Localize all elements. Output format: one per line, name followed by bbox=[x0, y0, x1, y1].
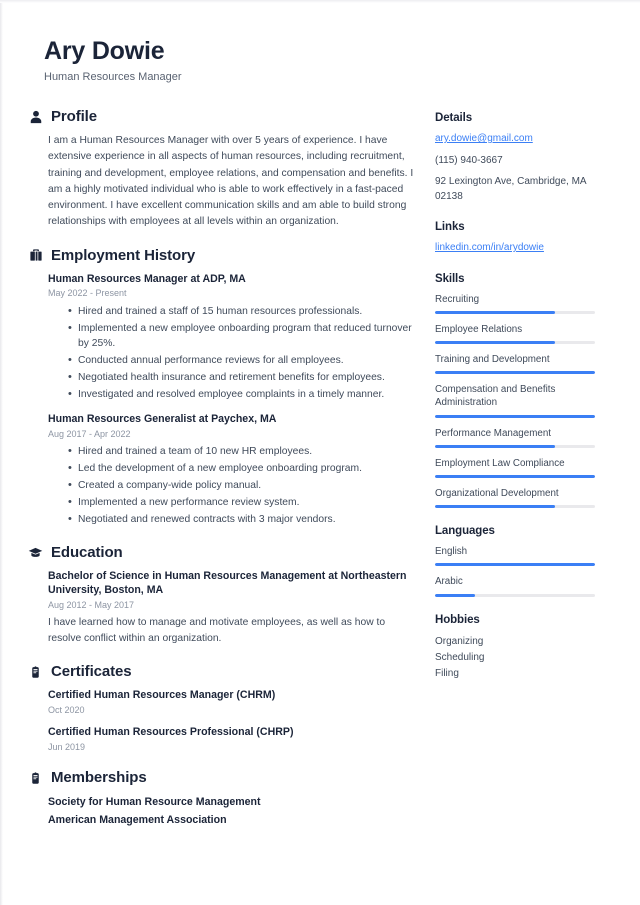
briefcase-icon bbox=[28, 248, 43, 263]
section-memberships-title: Memberships bbox=[51, 769, 147, 787]
membership-item: Society for Human Resource Management bbox=[48, 796, 261, 809]
skill-label: Compensation and Benefits Administration bbox=[435, 384, 556, 409]
skill-bar-fill bbox=[435, 445, 555, 448]
skill-bar-track bbox=[435, 311, 595, 314]
resume-header bbox=[44, 38, 464, 84]
section-profile bbox=[28, 108, 420, 231]
membership-item: American Management Association bbox=[48, 813, 227, 826]
language-bar-fill bbox=[435, 563, 595, 566]
section-profile-body bbox=[28, 133, 420, 231]
section-certificates-body bbox=[28, 688, 420, 753]
language-bar-track bbox=[435, 563, 595, 566]
user-icon bbox=[28, 109, 43, 124]
phone-text: (115) 940-3667 bbox=[435, 154, 503, 166]
skill-item bbox=[435, 353, 595, 374]
skill-label: Performance Management bbox=[435, 427, 551, 439]
skill-bar-track bbox=[435, 341, 595, 344]
employment-entry bbox=[48, 272, 420, 404]
skill-item bbox=[435, 383, 595, 417]
section-education-header bbox=[28, 544, 420, 561]
employment-entry-date: Aug 2017 - Apr 2022 bbox=[48, 428, 131, 439]
section-employment-header bbox=[28, 247, 420, 264]
bullet-item: • Negotiated health insurance and retirement benefits for employees. bbox=[68, 370, 420, 386]
section-profile-title: Profile bbox=[51, 108, 97, 125]
employment-entry-date: May 2022 - Present bbox=[48, 287, 127, 298]
section-education-body bbox=[28, 569, 420, 647]
skill-bar-fill bbox=[435, 311, 555, 314]
skill-bar-track bbox=[435, 505, 595, 508]
language-bar-fill bbox=[435, 594, 475, 597]
hobby-item: Filing bbox=[435, 668, 459, 680]
skill-item bbox=[435, 293, 595, 314]
bullet-item: • Implemented a new employee onboarding program that reduced turnover by 25%. bbox=[68, 321, 420, 353]
sidebar-details bbox=[435, 112, 595, 204]
sidebar-links-title: Links bbox=[435, 221, 465, 233]
section-certificates bbox=[28, 663, 420, 753]
skill-label: Training and Development bbox=[435, 353, 550, 365]
language-bar-track bbox=[435, 594, 595, 597]
linkedin-link[interactable]: linkedin.com/in/arydowie bbox=[435, 242, 544, 253]
page-left-edge bbox=[0, 0, 3, 905]
bullet-item: • Led the development of a new employee onboarding program. bbox=[68, 461, 420, 477]
section-memberships bbox=[28, 769, 420, 829]
skill-item bbox=[435, 487, 595, 508]
sidebar-languages-title: Languages bbox=[435, 525, 495, 538]
graduation-cap-icon bbox=[28, 545, 43, 560]
skill-bar-track bbox=[435, 475, 595, 478]
employment-entry-bullets bbox=[48, 444, 420, 528]
skill-label: Employee Relations bbox=[435, 323, 523, 335]
skill-item bbox=[435, 457, 595, 478]
skill-label: Employment Law Compliance bbox=[435, 457, 565, 469]
candidate-name: Ary Dowie bbox=[44, 37, 165, 65]
section-profile-header bbox=[28, 108, 420, 125]
section-memberships-header bbox=[28, 769, 420, 786]
certificate-icon bbox=[28, 664, 43, 679]
certificate-entry bbox=[48, 688, 420, 716]
sidebar-hobbies-title: Hobbies bbox=[435, 613, 480, 626]
certificate-entry-title: Certified Human Resources Professional (CHRP) bbox=[48, 726, 294, 739]
skill-bar-fill bbox=[435, 475, 595, 478]
skill-bar-track bbox=[435, 445, 595, 448]
skill-bar-fill bbox=[435, 371, 595, 374]
language-item bbox=[435, 575, 595, 596]
profile-text: I am a Human Resources Manager with over 5 years of experience. I have extensive experience in all aspects of human resources, including recruitment, training and development, employee relations, and compensation and benefits. I am a highly motivated individual who is able to work effectively in a fast-paced environment. I have excellent communication skills and am able to build strong relationships with employees at all levels within an organization. bbox=[48, 135, 414, 228]
membership-icon bbox=[28, 770, 43, 785]
email-link[interactable]: ary.dowie@gmail.com bbox=[435, 133, 533, 144]
section-memberships-body bbox=[28, 794, 420, 829]
sidebar-links bbox=[435, 221, 595, 256]
certificate-entry bbox=[48, 725, 420, 753]
address-text: 92 Lexington Ave, Cambridge, MA 02138 bbox=[435, 176, 587, 202]
skill-bar-fill bbox=[435, 505, 555, 508]
skill-bar-track bbox=[435, 415, 595, 418]
skill-bar-track bbox=[435, 371, 595, 374]
education-entry-title: Bachelor of Science in Human Resources Management at Northeastern University, Boston, MA bbox=[48, 570, 407, 597]
hobby-item: Organizing bbox=[435, 635, 484, 647]
skill-label: Recruiting bbox=[435, 293, 480, 305]
sidebar-skills bbox=[435, 273, 595, 509]
sidebar-details-title: Details bbox=[435, 112, 473, 124]
bullet-item: • Hired and trained a staff of 15 human resources professionals. bbox=[68, 304, 420, 320]
employment-entry-bullets bbox=[48, 304, 420, 404]
bullet-item: • Investigated and resolved employee complaints in a timely manner. bbox=[68, 387, 420, 403]
certificate-entry-date: Oct 2020 bbox=[48, 704, 85, 715]
bullet-item: • Hired and trained a team of 10 new HR employees. bbox=[68, 444, 420, 460]
page-top-edge bbox=[0, 0, 640, 3]
sidebar-languages bbox=[435, 525, 595, 596]
skill-item bbox=[435, 427, 595, 448]
employment-entry bbox=[48, 412, 420, 528]
education-entry-date: Aug 2012 - May 2017 bbox=[48, 599, 135, 610]
candidate-job-title: Human Resources Manager bbox=[44, 70, 182, 83]
certificate-entry-title: Certified Human Resources Manager (CHRM) bbox=[48, 689, 276, 702]
hobby-item: Scheduling bbox=[435, 651, 485, 663]
section-employment-title: Employment History bbox=[51, 246, 196, 264]
section-education-title: Education bbox=[51, 544, 123, 562]
section-education bbox=[28, 544, 420, 647]
section-employment bbox=[28, 247, 420, 528]
language-label: Arabic bbox=[435, 576, 463, 588]
employment-entry-title: Human Resources Manager at ADP, MA bbox=[48, 272, 246, 285]
language-item bbox=[435, 545, 595, 566]
bullet-item: • Implemented a new performance review system. bbox=[68, 495, 420, 511]
skill-bar-fill bbox=[435, 341, 555, 344]
education-entry bbox=[48, 569, 420, 647]
skill-label: Organizational Development bbox=[435, 488, 559, 500]
sidebar-hobbies bbox=[435, 614, 595, 683]
certificate-entry-date: Jun 2019 bbox=[48, 741, 86, 752]
main-column bbox=[28, 108, 420, 845]
sidebar-skills-title: Skills bbox=[435, 272, 465, 285]
section-certificates-header bbox=[28, 663, 420, 680]
section-certificates-title: Certificates bbox=[51, 663, 132, 681]
skill-item bbox=[435, 323, 595, 344]
language-label: English bbox=[435, 546, 468, 558]
section-employment-body bbox=[28, 272, 420, 528]
sidebar-column bbox=[435, 112, 595, 699]
employment-entry-title: Human Resources Generalist at Paychex, MA bbox=[48, 413, 277, 426]
education-entry-description: I have learned how to manage and motivate employees, as well as how to resolve conflict within an organization. bbox=[48, 617, 386, 645]
skill-bar-fill bbox=[435, 415, 595, 418]
bullet-item: • Created a company-wide policy manual. bbox=[68, 478, 420, 494]
bullet-item: • Negotiated and renewed contracts with 3 major vendors. bbox=[68, 512, 420, 528]
bullet-item: • Conducted annual performance reviews for all employees. bbox=[68, 353, 420, 369]
